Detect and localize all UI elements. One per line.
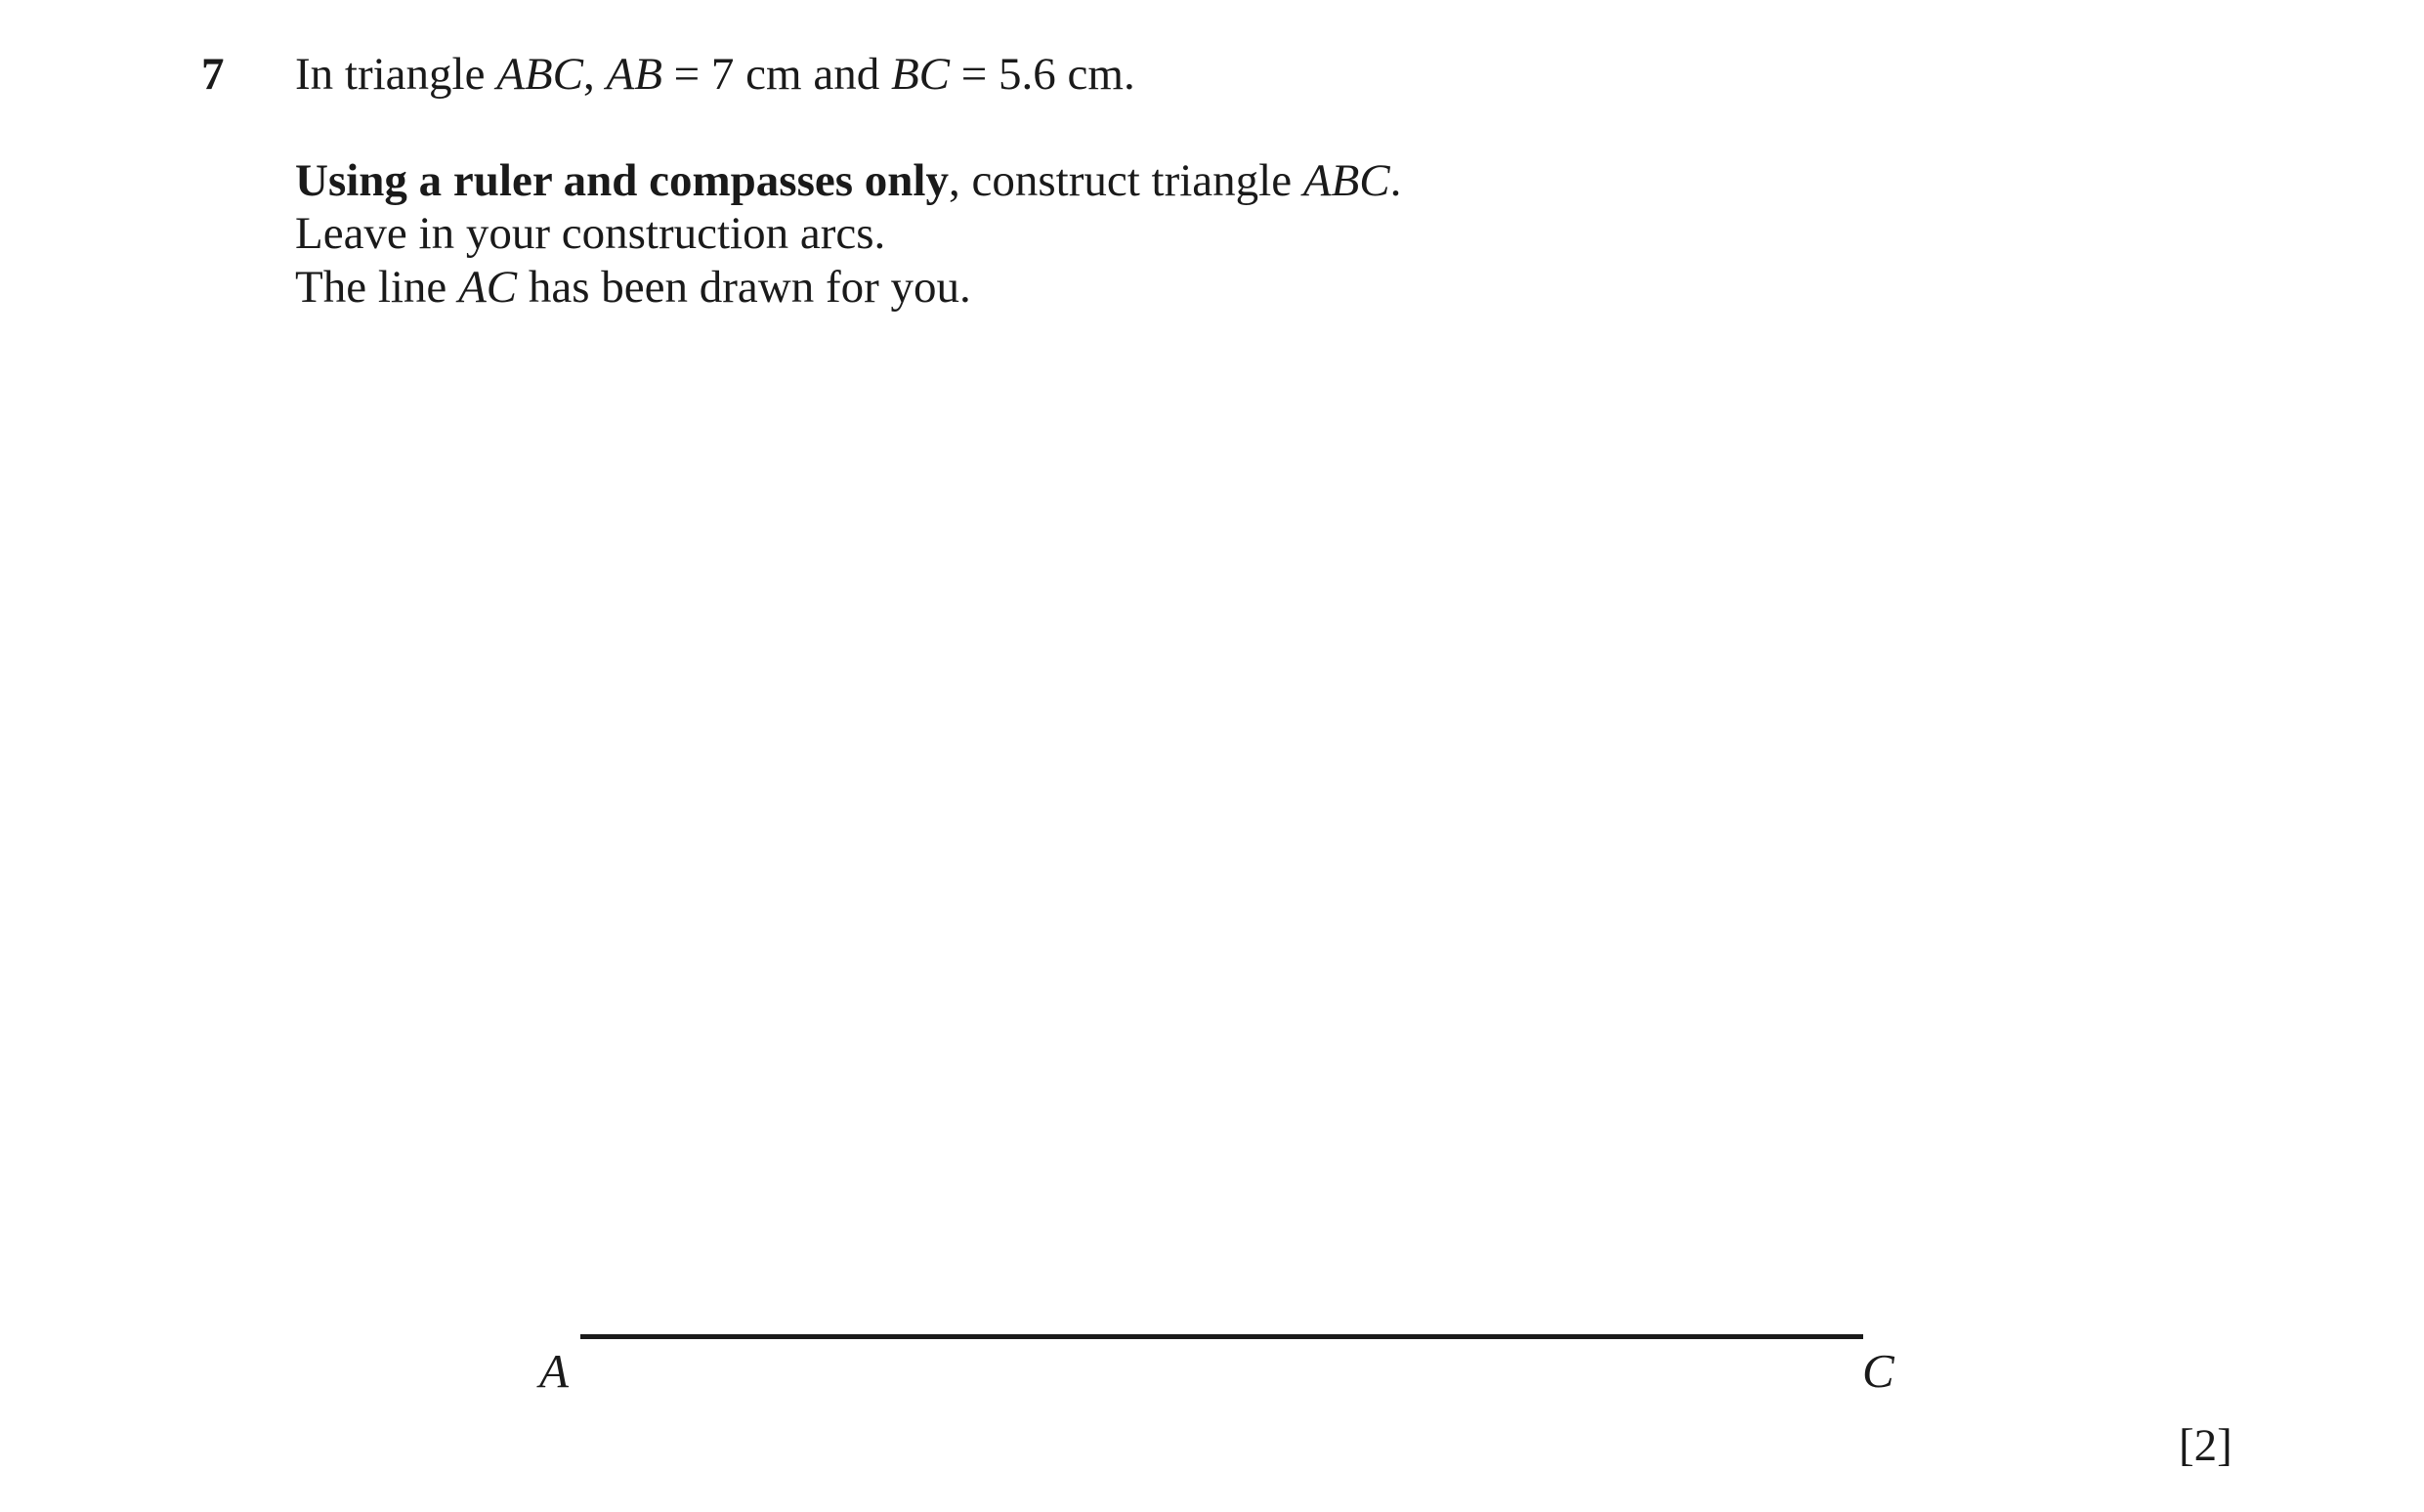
text-segment: In triangle <box>295 49 497 100</box>
bold-instruction: Using a ruler and compasses only <box>295 155 949 206</box>
italic-text: ABC <box>1302 155 1390 206</box>
line-segment-ac <box>580 1334 1863 1339</box>
question-line-2 <box>295 153 1401 208</box>
italic-text: AC <box>458 262 518 313</box>
italic-text: ABC <box>496 49 583 100</box>
question-number: 7 <box>201 49 225 100</box>
text-segment: The line <box>295 262 459 313</box>
point-c-label: C <box>1862 1344 1894 1398</box>
text-segment: , <box>582 49 607 100</box>
point-a-label: A <box>539 1344 569 1398</box>
italic-text: AB <box>606 49 662 100</box>
question-line-4 <box>295 260 971 315</box>
question-line-3: Leave in your construction arcs. <box>295 208 886 259</box>
text-segment: = 7 cm and <box>661 49 891 100</box>
italic-text: BC <box>890 49 951 100</box>
text-segment: has been drawn for you. <box>517 262 971 313</box>
text-segment: = 5.6 cm. <box>950 49 1135 100</box>
marks-label: [2] <box>2179 1420 2233 1471</box>
text-segment: . <box>1389 155 1402 206</box>
text-segment: , construct triangle <box>948 155 1303 206</box>
question-line-1 <box>295 47 1135 102</box>
